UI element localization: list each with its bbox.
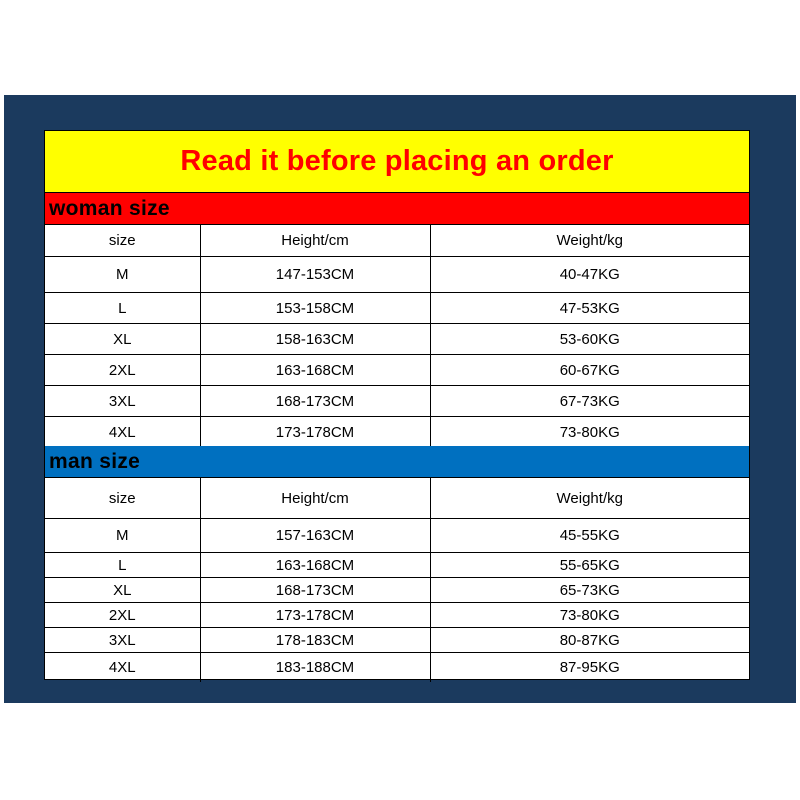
height-cell: 153-158CM: [200, 293, 430, 324]
table-row: [45, 578, 749, 603]
weight-cell: 73-80KG: [430, 603, 749, 628]
table-row: [45, 553, 749, 578]
table-row: [45, 603, 749, 628]
size-cell: L: [45, 553, 200, 578]
height-cell: 147-153CM: [200, 257, 430, 293]
height-cell: 157-163CM: [200, 519, 430, 553]
height-cell: 168-173CM: [200, 578, 430, 603]
column-header-height: Height/cm: [200, 478, 430, 519]
column-header-size: size: [45, 478, 200, 519]
woman-size-table: [45, 225, 749, 447]
size-cell: 4XL: [45, 653, 200, 683]
size-chart-sheet: [44, 130, 750, 680]
man-size-label: man size: [49, 449, 141, 473]
size-cell: 2XL: [45, 355, 200, 386]
weight-cell: 47-53KG: [430, 293, 749, 324]
table-row: [45, 257, 749, 293]
column-header-size: size: [45, 225, 200, 257]
weight-cell: 60-67KG: [430, 355, 749, 386]
size-cell: 4XL: [45, 417, 200, 448]
size-cell: 3XL: [45, 386, 200, 417]
man-size-table: [45, 478, 749, 682]
table-row: [45, 293, 749, 324]
table-header-row: [45, 225, 749, 257]
size-cell: XL: [45, 578, 200, 603]
height-cell: 173-178CM: [200, 603, 430, 628]
woman-size-heading: [45, 193, 749, 225]
woman-size-label: woman size: [49, 196, 170, 220]
height-cell: 178-183CM: [200, 628, 430, 653]
weight-cell: 73-80KG: [430, 417, 749, 448]
size-cell: XL: [45, 324, 200, 355]
weight-cell: 45-55KG: [430, 519, 749, 553]
weight-cell: 65-73KG: [430, 578, 749, 603]
weight-cell: 67-73KG: [430, 386, 749, 417]
weight-cell: 40-47KG: [430, 257, 749, 293]
weight-cell: 87-95KG: [430, 653, 749, 683]
table-row: [45, 324, 749, 355]
weight-cell: 53-60KG: [430, 324, 749, 355]
height-cell: 158-163CM: [200, 324, 430, 355]
size-cell: M: [45, 519, 200, 553]
man-size-heading: [45, 446, 749, 478]
height-cell: 163-168CM: [200, 553, 430, 578]
weight-cell: 55-65KG: [430, 553, 749, 578]
height-cell: 173-178CM: [200, 417, 430, 448]
notice-banner: [45, 131, 749, 193]
height-cell: 183-188CM: [200, 653, 430, 683]
column-header-weight: Weight/kg: [430, 225, 749, 257]
table-row: [45, 417, 749, 448]
table-row: [45, 653, 749, 683]
table-row: [45, 628, 749, 653]
table-header-row: [45, 478, 749, 519]
height-cell: 168-173CM: [200, 386, 430, 417]
weight-cell: 80-87KG: [430, 628, 749, 653]
table-row: [45, 386, 749, 417]
size-cell: M: [45, 257, 200, 293]
column-header-height: Height/cm: [200, 225, 430, 257]
notice-title: Read it before placing an order: [180, 145, 614, 177]
height-cell: 163-168CM: [200, 355, 430, 386]
size-cell: 3XL: [45, 628, 200, 653]
table-row: [45, 355, 749, 386]
table-row: [45, 519, 749, 553]
column-header-weight: Weight/kg: [430, 478, 749, 519]
size-cell: 2XL: [45, 603, 200, 628]
size-cell: L: [45, 293, 200, 324]
